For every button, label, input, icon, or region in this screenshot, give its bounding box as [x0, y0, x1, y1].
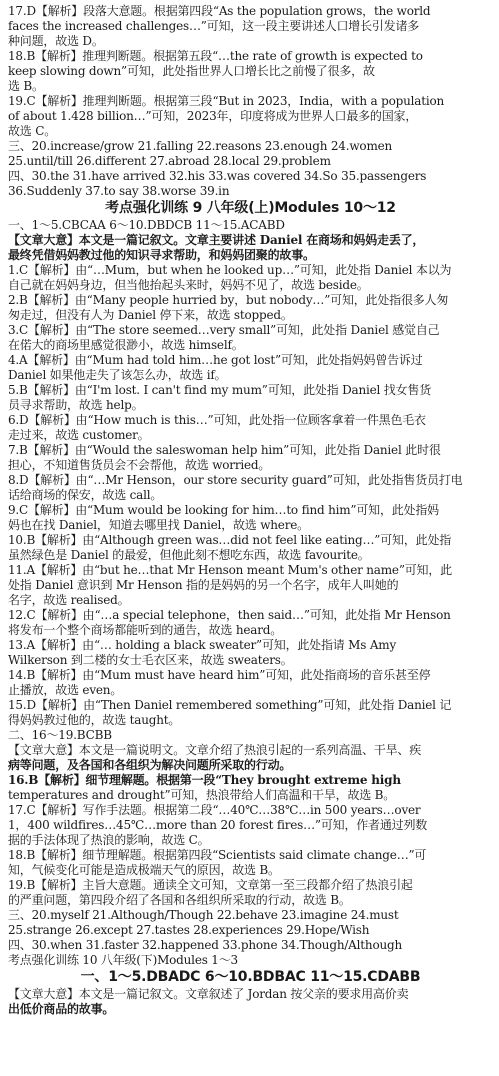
text-line: 2.B【解析】由“Many people hurried by，but nobody…”可知，此处指很多人匆: [8, 293, 449, 307]
text-line: 17.C【解析】写作手法题。根据第二段“…40℃…38℃…in 500 years…over: [8, 803, 421, 817]
text-line: 知，气候变化可能是造成极端天气的原因，故选 B。: [8, 863, 280, 877]
text-line: 止播放，故选 even。: [8, 683, 123, 697]
summary-line: 出低价商品的故事。: [8, 1002, 115, 1016]
text-line: 【文章大意】本文是一篇记叙文。文章叙述了 Jordan 按父亲的要求用高价卖: [8, 987, 409, 1001]
summary-line: 病等问题，及各国和各组织为解决问题所采取的行动。: [8, 758, 292, 772]
text-line: 员寻求帮助，故选 help。: [8, 398, 144, 412]
text-line: Wilkerson 到二楼的女士毛衣区来，故选 sweaters。: [8, 653, 293, 667]
text-line: 话给商场的保安，故选 call。: [8, 488, 163, 502]
text-line: 四、30.the 31.have arrived 32.his 33.was covered 34.So 35.passengers: [8, 169, 427, 183]
text-line: 18.B【解析】细节理解题。根据第四段“Scientists said climate change…”可: [8, 848, 427, 862]
summary-line: 【文章大意】本文是一篇记叙文。文章主要讲述 Daniel 在商场和妈妈走丢了，: [8, 233, 425, 247]
text-line: 36.Suddenly 37.to say 38.worse 39.in: [8, 184, 230, 198]
text-line: 7.B【解析】由“Would the saleswoman help him”可知，此处指 Daniel 此时很: [8, 443, 441, 457]
text-line: 走过来，故选 customer。: [8, 428, 150, 442]
text-line: 19.C【解析】推理判断题。根据第三段“But in 2023，India，with a population: [8, 94, 445, 108]
text-line: 的严重问题，第四段介绍了各国和各组织所采取的行动，故选 B。: [8, 893, 351, 907]
text-line: 匆走过，但没有人为 Daniel 停下来，故选 stopped。: [8, 308, 293, 322]
text-line: 3.C【解析】由“The store seemed…very small”可知，此处指 Daniel 感觉自己: [8, 323, 440, 337]
text-line: 9.C【解析】由“Mum would be looking for him…to find him”可知，此处指妈: [8, 503, 439, 517]
text-line: 6.D【解析】由“How much is this…”可知，此处指一位顾客拿着一件黑色毛衣: [8, 413, 426, 427]
text-line: 5.B【解析】由“I'm lost. I can't find my mum”可知，此处指 Daniel 找女售货: [8, 383, 432, 397]
text-line: 10.B【解析】由“Although green was…did not feel like eating…”可知，此处指: [8, 533, 452, 547]
text-line: 处指 Daniel 意识到 Mr Henson 指的是妈妈的另一个名字，成年人叫她的: [8, 578, 399, 592]
text-line: 15.D【解析】由“Then Daniel remembered something”可知，此处指 Daniel 记: [8, 698, 452, 712]
text-line: 故选 C。: [8, 124, 56, 138]
text-line: keep slowing down”可知，此处指世界人口增长比之前慢了很多，故: [8, 64, 375, 78]
text-line: 种问题，故选 D。: [8, 34, 104, 48]
text-line: 19.B【解析】主旨大意题。通读全文可知，文章第一至三段都介绍了热浪引起: [8, 878, 413, 892]
text-line: 三、20.myself 21.Although/Though 22.behave 23.imagine 24.must: [8, 908, 399, 922]
text-line: 担心，不知道售货员会不会帮他，故选 worried。: [8, 458, 271, 472]
text-line: 一、1～5.CBCAA 6～10.DBDCB 11～15.ACABD: [8, 218, 285, 232]
text-line: 二、16～19.BCBB: [8, 728, 112, 742]
text-line: 11.A【解析】由“but he…that Mr Henson meant Mum's other name”可知，此: [8, 563, 452, 577]
section-heading: 一、1～5.DBADC 6～10.BDBAC 11～15.CDABB: [80, 969, 421, 985]
text-line: 据的手法体现了热浪的影响，故选 C。: [8, 833, 210, 847]
text-line: 四、30.when 31.faster 32.happened 33.phone 34.Though/Although: [8, 938, 403, 952]
text-line: 18.B【解析】推理判断题。根据第五段“…the rate of growth is expected to: [8, 49, 423, 63]
text-line: 虽然绿色是 Daniel 的最爱，但他此刻不想吃东西，故选 favourite。: [8, 548, 370, 562]
text-line: 17.D【解析】段落大意题。根据第四段“As the population grows，the world: [8, 4, 431, 18]
text-line: 【文章大意】本文是一篇说明文。文章介绍了热浪引起的一系列高温、干旱、疾: [8, 743, 422, 757]
text-line: 名字，故选 realised。: [8, 593, 130, 607]
text-line: 三、20.increase/grow 21.falling 22.reasons 23.enough 24.women: [8, 139, 393, 153]
summary-line: 16.B【解析】细节理解题。根据第一段“They brought extreme high: [8, 773, 401, 787]
section-heading: 考点强化训练 9 八年级(上)Modules 10～12: [105, 200, 396, 216]
text-line: of about 1.428 billion…”可知，2023年，印度将成为世界人口最多的国家，: [8, 109, 418, 123]
text-line: 1，400 wildfires…45℃…more than 20 forest fires…”可知，作者通过列数: [8, 818, 428, 832]
text-line: faces the increased challenges…”可知，这一段主要讲述人口增长引发诸多: [8, 19, 420, 33]
text-line: 25.until/till 26.different 27.abroad 28.local 29.problem: [8, 154, 331, 168]
text-line: 25.strange 26.except 27.tastes 28.experiences 29.Hope/Wish: [8, 923, 370, 937]
text-line: 4.A【解析】由“Mum had told him…he got lost”可知，此处指妈妈曾告诉过: [8, 353, 423, 367]
text-line: 妈也在找 Daniel，知道去哪里找 Daniel，故选 where。: [8, 518, 309, 532]
summary-line: [8, 1017, 493, 1032]
text-line: 自己就在妈妈身边，但当他抬起头来时，妈妈不见了，故选 beside。: [8, 278, 369, 292]
text-line: 考点强化训练 10 八年级(下)Modules 1～3: [8, 953, 238, 967]
text-line: temperatures and drought”可知，热浪带给人们高温和干旱，故选 B。: [8, 788, 396, 802]
text-line: 在偌大的商场里感觉很渺小，故选 himself。: [8, 338, 244, 352]
text-line: 将发布一个整个商场都能听到的通告，故选 heard。: [8, 623, 283, 637]
text-line: 14.B【解析】由“Mum must have heard him”可知，此处指商场的音乐甚至停: [8, 668, 431, 682]
summary-line: 最终凭借妈妈教过他的知识寻求帮助，和妈妈团聚的故事。: [8, 248, 315, 262]
text-line: 1.C【解析】由“…Mum，but when he looked up…”可知，此处指 Daniel 本以为: [8, 263, 452, 277]
text-line: Daniel 如果他走失了该怎么办，故选 if。: [8, 368, 227, 382]
text-line: 13.A【解析】由“… holding a black sweater”可知，此处指请 Ms Amy: [8, 638, 397, 652]
text-line: 8.D【解析】由“…Mr Henson，our store security guard”可知，此处指售货员打电: [8, 473, 463, 487]
text-line: 得妈妈教过他的，故选 taught。: [8, 713, 181, 727]
text-line: 选 B。: [8, 79, 44, 93]
text-line: 12.C【解析】由“…a special telephone，then said…”可知，此处指 Mr Henson: [8, 608, 451, 622]
